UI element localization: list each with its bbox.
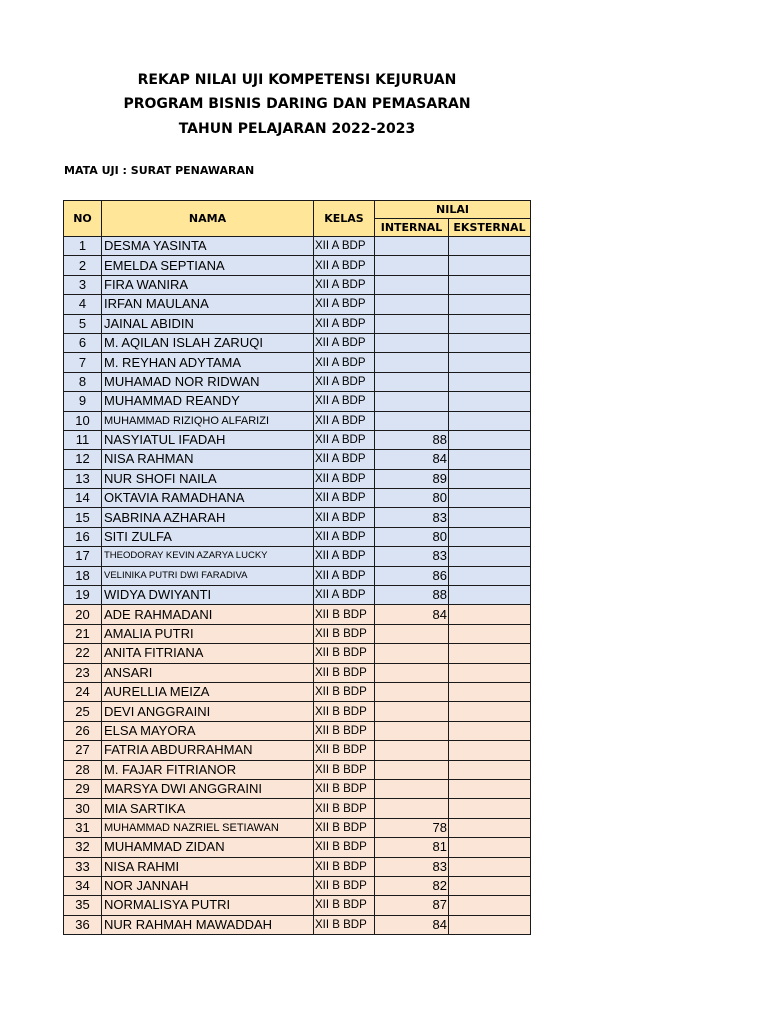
table-row — [64, 586, 531, 605]
no-cell: 25 — [64, 702, 102, 721]
table-row — [64, 915, 531, 934]
table-row — [64, 469, 531, 488]
eksternal-cell — [449, 702, 531, 721]
eksternal-cell — [449, 663, 531, 682]
internal-cell: 80 — [375, 489, 449, 508]
no-cell: 34 — [64, 876, 102, 895]
table-row — [64, 682, 531, 701]
eksternal-cell — [449, 818, 531, 837]
nama-cell: ELSA MAYORA — [102, 721, 314, 740]
eksternal-cell — [449, 644, 531, 663]
internal-cell: 84 — [375, 450, 449, 469]
no-cell: 36 — [64, 915, 102, 934]
eksternal-cell — [449, 624, 531, 643]
kelas-cell: XII A BDP — [314, 547, 375, 566]
no-cell: 16 — [64, 527, 102, 546]
table-row — [64, 721, 531, 740]
kelas-cell: XII A BDP — [314, 411, 375, 430]
nama-cell: VELINIKA PUTRI DWI FARADIVA — [102, 566, 314, 585]
internal-cell — [375, 411, 449, 430]
no-cell: 19 — [64, 586, 102, 605]
no-cell: 8 — [64, 372, 102, 391]
nama-cell: M. REYHAN ADYTAMA — [102, 353, 314, 372]
kelas-cell: XII B BDP — [314, 624, 375, 643]
eksternal-cell — [449, 721, 531, 740]
nama-cell: MIA SARTIKA — [102, 799, 314, 818]
kelas-cell: XII A BDP — [314, 333, 375, 352]
no-cell: 5 — [64, 314, 102, 333]
kelas-cell: XII A BDP — [314, 295, 375, 314]
header-kelas: KELAS — [314, 201, 375, 237]
internal-cell: 83 — [375, 857, 449, 876]
table-row — [64, 624, 531, 643]
table-row — [64, 857, 531, 876]
kelas-cell: XII B BDP — [314, 799, 375, 818]
nama-cell: DESMA YASINTA — [102, 237, 314, 256]
kelas-cell: XII A BDP — [314, 237, 375, 256]
table-row — [64, 275, 531, 294]
table-row — [64, 392, 531, 411]
no-cell: 27 — [64, 741, 102, 760]
internal-cell: 81 — [375, 838, 449, 857]
internal-cell: 84 — [375, 915, 449, 934]
no-cell: 9 — [64, 392, 102, 411]
table-row — [64, 314, 531, 333]
table-row — [64, 353, 531, 372]
internal-cell: 89 — [375, 469, 449, 488]
internal-cell — [375, 314, 449, 333]
header-nilai: NILAI — [375, 201, 531, 219]
internal-cell: 84 — [375, 605, 449, 624]
kelas-cell: XII B BDP — [314, 838, 375, 857]
kelas-cell: XII A BDP — [314, 566, 375, 585]
internal-cell — [375, 779, 449, 798]
kelas-cell: XII A BDP — [314, 314, 375, 333]
kelas-cell: XII A BDP — [314, 469, 375, 488]
eksternal-cell — [449, 605, 531, 624]
table-row — [64, 237, 531, 256]
no-cell: 3 — [64, 275, 102, 294]
kelas-cell: XII B BDP — [314, 896, 375, 915]
internal-cell — [375, 702, 449, 721]
internal-cell: 78 — [375, 818, 449, 837]
eksternal-cell — [449, 566, 531, 585]
table-row — [64, 838, 531, 857]
internal-cell — [375, 682, 449, 701]
eksternal-cell — [449, 237, 531, 256]
internal-cell: 83 — [375, 508, 449, 527]
eksternal-cell — [449, 741, 531, 760]
eksternal-cell — [449, 896, 531, 915]
no-cell: 13 — [64, 469, 102, 488]
nama-cell: SABRINA AZHARAH — [102, 508, 314, 527]
kelas-cell: XII A BDP — [314, 353, 375, 372]
eksternal-cell — [449, 392, 531, 411]
eksternal-cell — [449, 508, 531, 527]
table-row — [64, 876, 531, 895]
internal-cell: 80 — [375, 527, 449, 546]
internal-cell — [375, 799, 449, 818]
kelas-cell: XII B BDP — [314, 605, 375, 624]
eksternal-cell — [449, 838, 531, 857]
table-row — [64, 450, 531, 469]
no-cell: 32 — [64, 838, 102, 857]
no-cell: 21 — [64, 624, 102, 643]
kelas-cell: XII B BDP — [314, 644, 375, 663]
kelas-cell: XII B BDP — [314, 741, 375, 760]
table-row — [64, 760, 531, 779]
internal-cell — [375, 644, 449, 663]
table-row — [64, 896, 531, 915]
no-cell: 14 — [64, 489, 102, 508]
no-cell: 15 — [64, 508, 102, 527]
table-row — [64, 372, 531, 391]
internal-cell: 88 — [375, 586, 449, 605]
eksternal-cell — [449, 799, 531, 818]
internal-cell — [375, 295, 449, 314]
nama-cell: AURELLIA MEIZA — [102, 682, 314, 701]
table-row — [64, 644, 531, 663]
kelas-cell: XII B BDP — [314, 857, 375, 876]
subject-label: MATA UJI : SURAT PENAWARAN — [64, 164, 255, 177]
no-cell: 22 — [64, 644, 102, 663]
no-cell: 6 — [64, 333, 102, 352]
kelas-cell: XII A BDP — [314, 527, 375, 546]
table-row — [64, 702, 531, 721]
internal-cell — [375, 256, 449, 275]
table-row — [64, 333, 531, 352]
internal-cell: 83 — [375, 547, 449, 566]
header-no: NO — [64, 201, 102, 237]
nama-cell: DEVI ANGGRAINI — [102, 702, 314, 721]
eksternal-cell — [449, 353, 531, 372]
table-row — [64, 489, 531, 508]
nama-cell: M. AQILAN ISLAH ZARUQI — [102, 333, 314, 352]
kelas-cell: XII A BDP — [314, 450, 375, 469]
table-row — [64, 295, 531, 314]
kelas-cell: XII A BDP — [314, 489, 375, 508]
no-cell: 23 — [64, 663, 102, 682]
table-row — [64, 605, 531, 624]
kelas-cell: XII B BDP — [314, 779, 375, 798]
table-row — [64, 430, 531, 449]
internal-cell — [375, 333, 449, 352]
eksternal-cell — [449, 333, 531, 352]
no-cell: 33 — [64, 857, 102, 876]
internal-cell: 86 — [375, 566, 449, 585]
table-row — [64, 411, 531, 430]
internal-cell — [375, 624, 449, 643]
nama-cell: EMELDA SEPTIANA — [102, 256, 314, 275]
no-cell: 4 — [64, 295, 102, 314]
kelas-cell: XII B BDP — [314, 818, 375, 837]
eksternal-cell — [449, 411, 531, 430]
nama-cell: MUHAMMAD ZIDAN — [102, 838, 314, 857]
eksternal-cell — [449, 760, 531, 779]
nama-cell: ANITA FITRIANA — [102, 644, 314, 663]
eksternal-cell — [449, 295, 531, 314]
eksternal-cell — [449, 372, 531, 391]
nama-cell: NUR SHOFI NAILA — [102, 469, 314, 488]
eksternal-cell — [449, 489, 531, 508]
eksternal-cell — [449, 779, 531, 798]
nama-cell: FATRIA ABDURRAHMAN — [102, 741, 314, 760]
kelas-cell: XII B BDP — [314, 682, 375, 701]
no-cell: 18 — [64, 566, 102, 585]
no-cell: 24 — [64, 682, 102, 701]
eksternal-cell — [449, 430, 531, 449]
eksternal-cell — [449, 527, 531, 546]
nama-cell: OKTAVIA RAMADHANA — [102, 489, 314, 508]
table-row — [64, 779, 531, 798]
report-title-line-1: REKAP NILAI UJI KOMPETENSI KEJURUAN — [137, 72, 457, 88]
nama-cell: THEODORAY KEVIN AZARYA LUCKY — [102, 547, 314, 566]
nama-cell: MUHAMMAD NAZRIEL SETIAWAN — [102, 818, 314, 837]
nama-cell: NORMALISYA PUTRI — [102, 896, 314, 915]
report-title-line-2: PROGRAM BISNIS DARING DAN PEMASARAN — [123, 96, 471, 112]
table-row — [64, 527, 531, 546]
nama-cell: SITI ZULFA — [102, 527, 314, 546]
internal-cell — [375, 760, 449, 779]
kelas-cell: XII B BDP — [314, 876, 375, 895]
no-cell: 30 — [64, 799, 102, 818]
internal-cell — [375, 275, 449, 294]
nama-cell: AMALIA PUTRI — [102, 624, 314, 643]
header-internal: INTERNAL — [375, 219, 449, 237]
table-body — [64, 237, 531, 935]
kelas-cell: XII A BDP — [314, 275, 375, 294]
nama-cell: ANSARI — [102, 663, 314, 682]
table-row — [64, 547, 531, 566]
nama-cell: FIRA WANIRA — [102, 275, 314, 294]
no-cell: 1 — [64, 237, 102, 256]
table-row — [64, 741, 531, 760]
no-cell: 10 — [64, 411, 102, 430]
internal-cell: 82 — [375, 876, 449, 895]
no-cell: 35 — [64, 896, 102, 915]
kelas-cell: XII A BDP — [314, 508, 375, 527]
kelas-cell: XII B BDP — [314, 760, 375, 779]
eksternal-cell — [449, 586, 531, 605]
nama-cell: MARSYA DWI ANGGRAINI — [102, 779, 314, 798]
nama-cell: ADE RAHMADANI — [102, 605, 314, 624]
internal-cell — [375, 372, 449, 391]
table-row — [64, 508, 531, 527]
eksternal-cell — [449, 469, 531, 488]
report-title-line-3: TAHUN PELAJARAN 2022-2023 — [178, 121, 416, 137]
kelas-cell: XII A BDP — [314, 586, 375, 605]
nama-cell: JAINAL ABIDIN — [102, 314, 314, 333]
nama-cell: NISA RAHMI — [102, 857, 314, 876]
no-cell: 28 — [64, 760, 102, 779]
no-cell: 26 — [64, 721, 102, 740]
nama-cell: NASYIATUL IFADAH — [102, 430, 314, 449]
eksternal-cell — [449, 314, 531, 333]
nama-cell: M. FAJAR FITRIANOR — [102, 760, 314, 779]
header-nama: NAMA — [102, 201, 314, 237]
kelas-cell: XII A BDP — [314, 430, 375, 449]
no-cell: 17 — [64, 547, 102, 566]
eksternal-cell — [449, 682, 531, 701]
header-eksternal: EKSTERNAL — [449, 219, 531, 237]
internal-cell: 87 — [375, 896, 449, 915]
kelas-cell: XII A BDP — [314, 392, 375, 411]
eksternal-cell — [449, 876, 531, 895]
no-cell: 12 — [64, 450, 102, 469]
nama-cell: NOR JANNAH — [102, 876, 314, 895]
internal-cell — [375, 663, 449, 682]
kelas-cell: XII A BDP — [314, 256, 375, 275]
no-cell: 29 — [64, 779, 102, 798]
table-row — [64, 256, 531, 275]
table-row — [64, 818, 531, 837]
kelas-cell: XII B BDP — [314, 702, 375, 721]
nama-cell: MUHAMAD NOR RIDWAN — [102, 372, 314, 391]
nama-cell: WIDYA DWIYANTI — [102, 586, 314, 605]
internal-cell — [375, 237, 449, 256]
eksternal-cell — [449, 450, 531, 469]
eksternal-cell — [449, 857, 531, 876]
no-cell: 20 — [64, 605, 102, 624]
nama-cell: MUHAMMAD RIZIQHO ALFARIZI — [102, 411, 314, 430]
table-row — [64, 799, 531, 818]
eksternal-cell — [449, 275, 531, 294]
nama-cell: NUR RAHMAH MAWADDAH — [102, 915, 314, 934]
internal-cell — [375, 392, 449, 411]
eksternal-cell — [449, 547, 531, 566]
no-cell: 11 — [64, 430, 102, 449]
eksternal-cell — [449, 256, 531, 275]
nama-cell: MUHAMMAD REANDY — [102, 392, 314, 411]
kelas-cell: XII A BDP — [314, 372, 375, 391]
no-cell: 7 — [64, 353, 102, 372]
eksternal-cell — [449, 915, 531, 934]
internal-cell — [375, 353, 449, 372]
internal-cell: 88 — [375, 430, 449, 449]
grades-table — [63, 200, 531, 935]
kelas-cell: XII B BDP — [314, 915, 375, 934]
kelas-cell: XII B BDP — [314, 663, 375, 682]
internal-cell — [375, 741, 449, 760]
nama-cell: NISA RAHMAN — [102, 450, 314, 469]
kelas-cell: XII B BDP — [314, 721, 375, 740]
internal-cell — [375, 721, 449, 740]
table-row — [64, 663, 531, 682]
nama-cell: IRFAN MAULANA — [102, 295, 314, 314]
no-cell: 2 — [64, 256, 102, 275]
table-row — [64, 566, 531, 585]
no-cell: 31 — [64, 818, 102, 837]
